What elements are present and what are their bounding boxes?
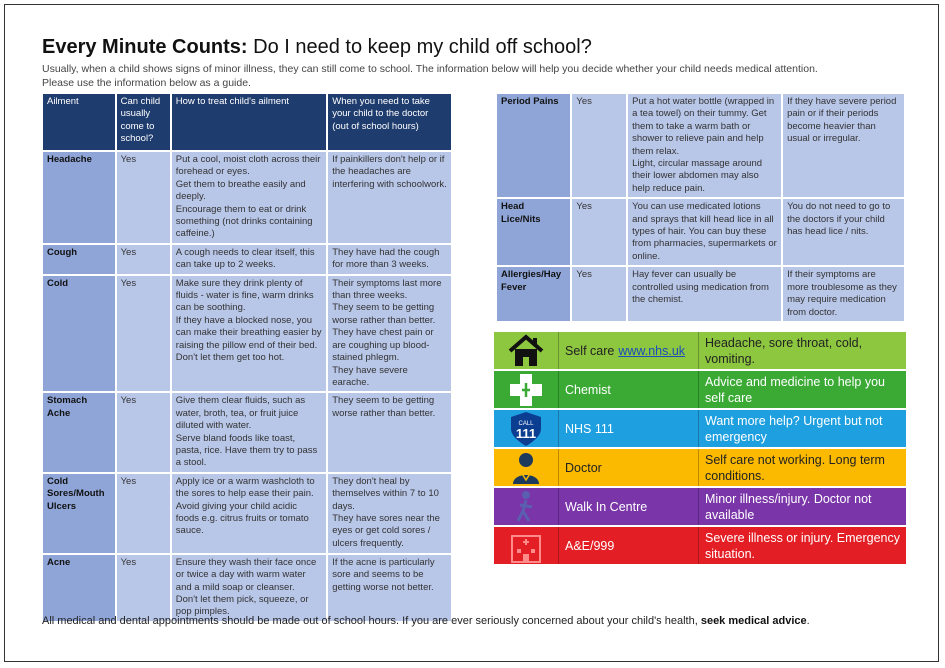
school-cell: Yes — [117, 474, 170, 553]
legend-description: Headache, sore throat, cold, vomiting. — [698, 332, 906, 369]
school-cell: Yes — [117, 393, 170, 471]
ailments-table-left — [41, 92, 453, 623]
doctor-cell: They have had the cough for more than 3 weeks. — [328, 245, 451, 274]
treat-cell: Give them clear fluids, such as water, broth, tea, or fruit juice diluted with water. Serve bland foods like toast, pasta, rice. Have them try to pass a stool. — [172, 393, 326, 471]
page-title — [42, 36, 592, 59]
service-label: Self care — [565, 343, 615, 358]
title-rest: Do I need to keep my child off school? — [247, 36, 592, 58]
hospital-icon — [494, 527, 558, 564]
footer-bold: seek medical advice — [700, 615, 807, 627]
legend-row — [494, 332, 906, 369]
treat-cell: Ensure they wash their face once or twice a day with warm water and a mild soap or cleanser. Don't let them pick, squeeze, or pop pimples. — [172, 555, 326, 621]
treat-cell: Hay fever can usually be controlled using medication from the chemist. — [628, 267, 781, 321]
ailment-cell: Cough — [43, 245, 115, 274]
ailment-cell: Acne — [43, 555, 115, 621]
ailment-cell: Head Lice/Nits — [497, 199, 570, 265]
icon-111-text: 111 — [515, 425, 537, 441]
treat-cell: Make sure they drink plenty of fluids - water is fine, warm drinks can be soothing. If they have a blocked nose, you can make their breathing easier by raising the pillow end of their bed. Don't let them get too hot. — [172, 276, 326, 392]
table-row — [497, 199, 904, 265]
table-row — [43, 152, 451, 243]
footer-note — [42, 615, 810, 627]
table-row — [43, 474, 451, 553]
doctor-cell: If their symptoms are more troublesome as they may require medication from doctor. — [783, 267, 904, 321]
doctor-cell: They don't heal by themselves within 7 to 10 days. They have sores near the eyes or get cold sores / ulcers frequently. — [328, 474, 451, 553]
table-header-row — [43, 94, 451, 150]
ailment-cell: Headache — [43, 152, 115, 243]
house-icon — [494, 332, 558, 369]
table-row — [43, 245, 451, 274]
table-row — [43, 393, 451, 471]
header-treat: How to treat child's ailment — [172, 94, 326, 150]
treat-cell: You can use medicated lotions and sprays that kill head lice in all types of hair. You can buy these from pharmacies, supermarkets or online. — [628, 199, 781, 265]
doctor-cell: They seem to be getting worse rather than better. — [328, 393, 451, 471]
header-doctor: When you need to take your child to the doctor (out of school hours) — [328, 94, 451, 150]
header-ailment: Ailment — [43, 94, 115, 150]
intro-text: Usually, when a child shows signs of minor illness, they can still come to school. The information below will help you decide whether your child needs medical attention. Please use the information below as a guide. — [42, 63, 818, 89]
treat-cell: Put a cool, moist cloth across their forehead or eyes. Get them to breathe easily and deeply. Encourage them to eat or drink something (not drinks containing caffeine.) — [172, 152, 326, 243]
ailment-cell: Cold Sores/Mouth Ulcers — [43, 474, 115, 553]
treat-cell: Apply ice or a warm washcloth to the sores to help ease their pain. Avoid giving your child acidic foods e.g. citrus fruits or tomato sauce. — [172, 474, 326, 553]
school-cell: Yes — [117, 276, 170, 392]
ailment-cell: Stomach Ache — [43, 393, 115, 471]
service-label: Doctor — [565, 460, 602, 475]
school-cell: Yes — [117, 152, 170, 243]
legend-service-name — [558, 371, 698, 408]
ailments-table-right — [495, 92, 906, 323]
service-label: A&E/999 — [565, 538, 615, 553]
service-label: Chemist — [565, 382, 611, 397]
table-row — [43, 555, 451, 621]
header-school: Can child usually come to school? — [117, 94, 170, 150]
title-bold: Every Minute Counts: — [42, 36, 248, 58]
treat-cell: Put a hot water bottle (wrapped in a tea towel) on their tummy. Get them to take a warm bath or shower to relieve pain and help them relax. Light, circular massage around their lower abdomen may also help reduce pain. — [628, 94, 781, 197]
legend-row — [494, 449, 906, 486]
school-cell: Yes — [572, 94, 626, 197]
doctor-icon — [494, 449, 558, 486]
table-row — [497, 94, 904, 197]
legend-service-name — [558, 332, 698, 369]
doctor-cell: If they have severe period pain or if their periods become heavier than usual or irregular. — [783, 94, 904, 197]
legend-service-name — [558, 527, 698, 564]
school-cell: Yes — [117, 245, 170, 274]
legend-row — [494, 410, 906, 447]
legend-service-name — [558, 410, 698, 447]
walking-person-icon — [494, 488, 558, 525]
legend-service-name — [558, 488, 698, 525]
legend-description: Want more help? Urgent but not emergency — [698, 410, 906, 447]
doctor-cell: If painkillers don't help or if the headaches are interfering with schoolwork. — [328, 152, 451, 243]
legend-row — [494, 488, 906, 525]
ailment-cell: Cold — [43, 276, 115, 392]
footer-text: All medical and dental appointments should be made out of school hours. If you are ever seriously concerned about your child's health, — [42, 615, 701, 627]
pharmacy-cross-icon — [494, 371, 558, 408]
nhs111-shield-icon — [494, 410, 558, 447]
legend-description: Minor illness/injury. Doctor not available — [698, 488, 906, 525]
legend-row — [494, 527, 906, 564]
table-row — [43, 276, 451, 392]
school-cell: Yes — [117, 555, 170, 621]
doctor-cell: If the acne is particularly sore and seems to be getting worse not better. — [328, 555, 451, 621]
school-cell: Yes — [572, 199, 626, 265]
footer-end: . — [806, 615, 810, 627]
nhs-website-link[interactable]: www.nhs.uk — [618, 343, 686, 358]
doctor-cell: Their symptoms last more than three weeks. They seem to be getting worse rather than better. They have chest pain or are coughing up blood-stained phlegm. They have severe earache. — [328, 276, 451, 392]
legend-description: Severe illness or injury. Emergency situation. — [698, 527, 906, 564]
icon-call-text: CALL — [518, 420, 534, 427]
service-label: Walk In Centre — [565, 499, 648, 514]
legend-row — [494, 371, 906, 408]
doctor-cell: You do not need to go to the doctors if your child has head lice / nits. — [783, 199, 904, 265]
legend-description: Advice and medicine to help you self care — [698, 371, 906, 408]
treat-cell: A cough needs to clear itself, this can take up to 2 weeks. — [172, 245, 326, 274]
school-cell: Yes — [572, 267, 626, 321]
legend-service-name — [558, 449, 698, 486]
service-label: NHS 111 — [565, 421, 614, 436]
table-row — [497, 267, 904, 321]
care-services-legend — [494, 332, 906, 566]
legend-description: Self care not working. Long term conditions. — [698, 449, 906, 486]
ailment-cell: Allergies/Hay Fever — [497, 267, 570, 321]
ailment-cell: Period Pains — [497, 94, 570, 197]
